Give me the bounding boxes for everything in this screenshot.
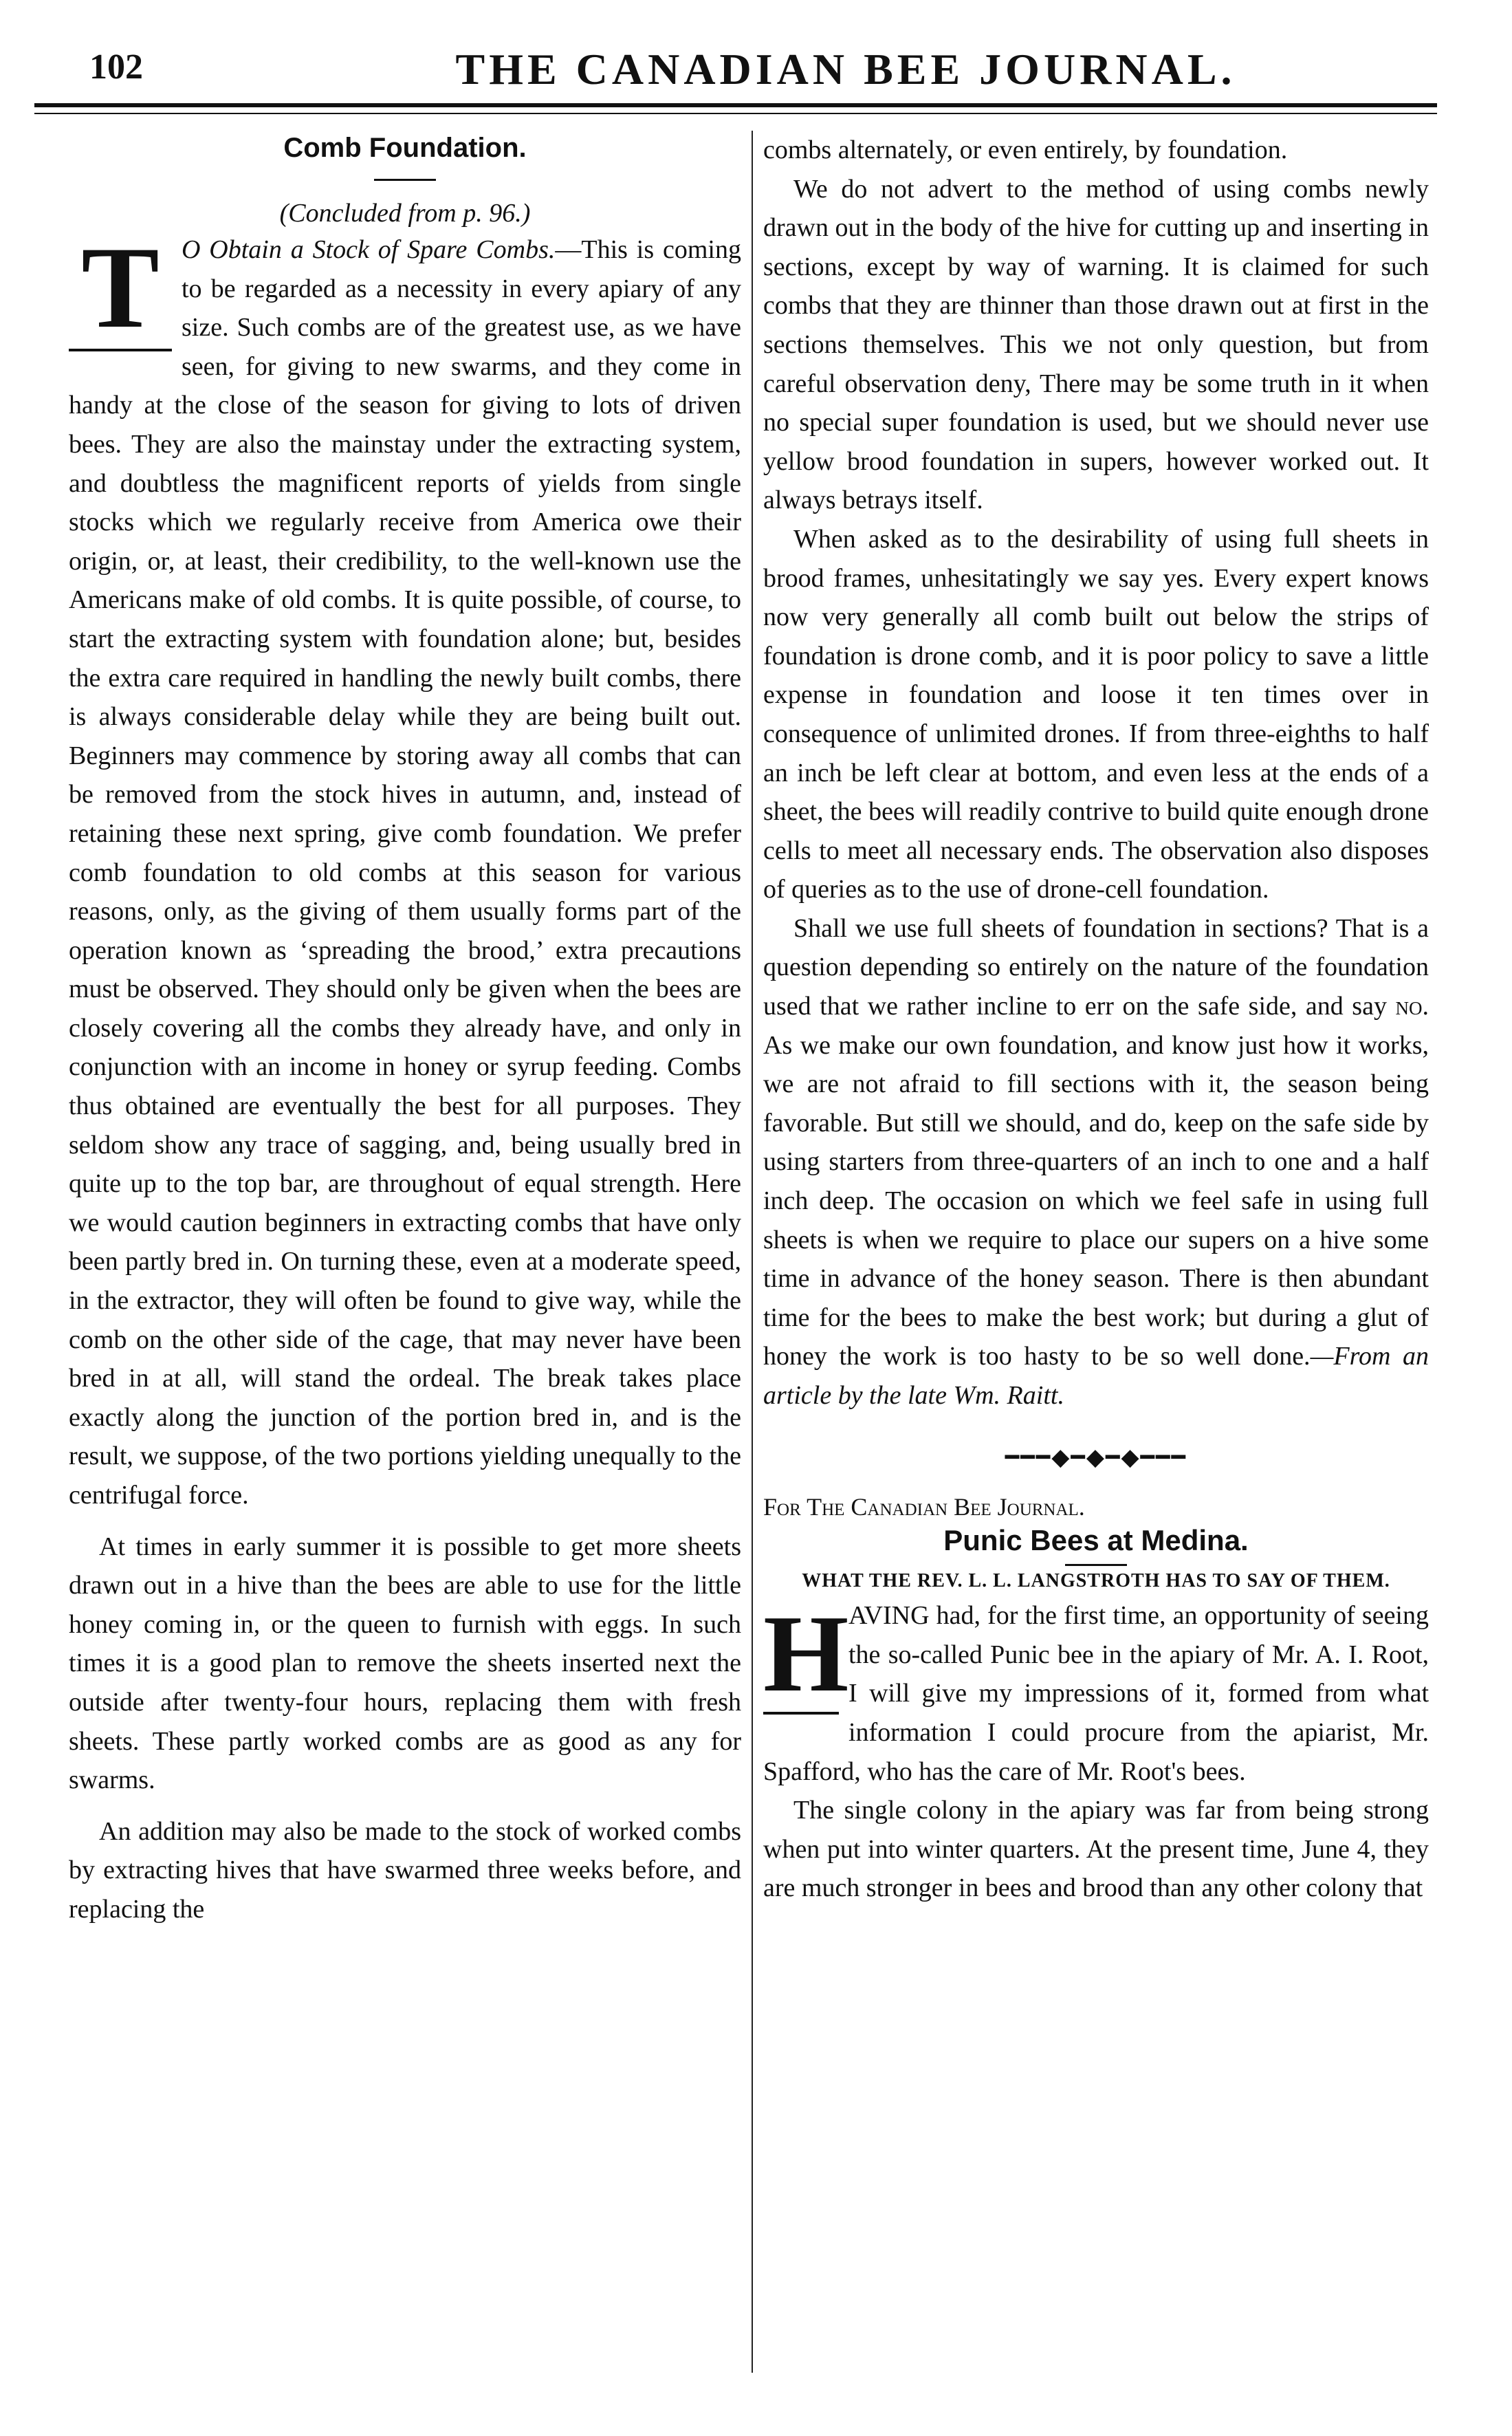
dropcap-letter: H bbox=[763, 1592, 849, 1715]
dropcap-letter: T bbox=[69, 236, 172, 351]
title-rule bbox=[374, 179, 436, 181]
header-rule-thin bbox=[34, 113, 1437, 114]
paragraph: At times in early summer it is possible to get more sheets drawn out in a hive than the bees are able to use for the little honey coming in, or the queen to furnish with eggs. In such times it is a good plan to remove the sheets inserted next the outside after twenty-four hours, replacing them with fresh sheets. These partly worked combs are as good as any for swarms. bbox=[69, 1532, 741, 1795]
page-number: 102 bbox=[89, 47, 143, 87]
header-rule-thick bbox=[34, 103, 1437, 107]
journal-title: THE CANADIAN BEE JOURNAL. bbox=[455, 45, 1236, 94]
article-title: Punic Bees at Medina. bbox=[943, 1524, 1249, 1557]
section-ornament: ━━━◆━◆━◆━━━ bbox=[1005, 1444, 1187, 1470]
paragraph bbox=[763, 909, 1429, 1415]
paragraph bbox=[763, 1592, 1429, 1791]
paragraph-text: AVING had, for the first time, an opportunity of seeing the so-called Punic bee in the apiary of Mr. A. I. Root, I will give my impressions of it, formed from what information I could procure from the apiarist, Mr. Spafford, who has the care of Mr. Root's bees. bbox=[763, 1601, 1429, 1786]
emphasis-no: no. bbox=[1395, 992, 1429, 1021]
paragraph-text: Shall we use full sheets of foundation in sections? That is a question depending so entirely on the nature of the foundation used that we rather incline to err on the safe side, and say bbox=[763, 913, 1429, 1021]
paragraph bbox=[69, 223, 741, 1515]
attribution: —From an article by the late Wm. Raitt. bbox=[763, 1342, 1429, 1410]
paragraph-text: —This is coming to be regarded as a necessity in every apiary of any size. Such combs are of the greatest use, as we have seen, for giving to new swarms, and they come in handy at the close of the season for giving to lots of driven bees. They are also the mainstay under the extracting system, and doubtless the magnificent reports of yields from single stocks which we regularly receive from America owe their origin, or, at least, their credibility, to the well-known use the Americans make of old combs. It is quite possible, of course, to start the extracting system with foundation alone; but, besides the extra care required in handling the newly built combs, there is always considerable delay while they are being built out. Beginners may commence by storing away all combs that can be removed from the stock hives in autumn, and, instead of retaining these next spring, give comb foundation. We prefer comb foundation to old combs at this season for various reasons, only, as the giving of them usually forms part of the operation known as ‘spreading the brood,’ extra precautions must be observed. They should only be given when the bees are closely covering all the combs they already have, and only in conjunction with an income in honey or syrup feeding. Combs thus obtained are eventually the best for all purposes. They seldom show any trace of sagging, and, being usually bred in quite up to the top bar, are throughout of equal strength. Here we would caution beginners in extracting combs that have only been partly bred in. On turning these, even at a moderate speed, in the extractor, they will often be found to give way, while the comb on the other side of the cage, that may never have been bred in at all, will stand the ordeal. The break takes place exactly along the junction of the portion bred in, and is the result, we suppose, of the two portions yielding unequally to the centrifugal force. bbox=[69, 235, 741, 1510]
running-header bbox=[69, 41, 1444, 103]
paragraph-text: As we make our own foundation, and know just how it works, we are not afraid to fill sections with it, the season being favorable. But still we should, and do, keep on the safe side by using starters from three-quarters of an inch to one and a half inch deep. The occasion on which we feel safe in using full sheets is when we require to place our supers on a hive some time in advance of the honey season. There is then abundant time for the bees to make the best work; but during a glut of honey the work is too hasty to be so well done. bbox=[763, 1030, 1429, 1371]
paragraph: combs alternately, or even entirely, by foundation. bbox=[763, 135, 1288, 164]
article-subtitle: (Concluded from p. 96.) bbox=[279, 199, 531, 228]
run-in-heading: O Obtain a Stock of Spare Combs. bbox=[182, 235, 556, 264]
paragraph: When asked as to the desirability of using full sheets in brood frames, unhesitatingly we say yes. Every expert knows now very generally all comb built out below the strips of foundation is drone comb, and it is poor policy to save a little expense in foundation and loose it ten times over in consequence of unlimited drones. If from three-eighths to half an inch be left clear at bottom, and even less at the ends of a sheet, the bees will readily contrive to build quite enough drone cells to meet all necessary ends. The observation also disposes of queries as to the use of drone-cell foundation. bbox=[763, 524, 1429, 904]
article-kicker: WHAT THE REV. L. L. LANGSTROTH HAS TO SAY OF THEM. bbox=[802, 1570, 1390, 1592]
column-divider bbox=[752, 131, 753, 2373]
paragraph: The single colony in the apiary was far from being strong when put into winter quarters. At the present time, June 4, they are much stronger in bees and brood than any other colony that bbox=[763, 1796, 1429, 1903]
right-column bbox=[763, 131, 1429, 1908]
article-title: Comb Foundation. bbox=[283, 133, 527, 163]
source-line: For The Canadian Bee Journal. bbox=[763, 1493, 1085, 1521]
paragraph: We do not advert to the method of using combs newly drawn out in the body of the hive for cutting up and inserting in sections, except by way of warning. It is claimed for such combs that they are thinner than those drawn out at first in the sections themselves. This we not only question, but from careful observation deny, There may be some truth in it when no special super foundation is used, but we should never use yellow brood foundation in supers, however worked out. It always betrays itself. bbox=[763, 174, 1429, 515]
paragraph: An addition may also be made to the stock of worked combs by extracting hives that have swarmed three weeks before, and replacing the bbox=[69, 1816, 741, 1924]
left-column bbox=[69, 131, 741, 1929]
